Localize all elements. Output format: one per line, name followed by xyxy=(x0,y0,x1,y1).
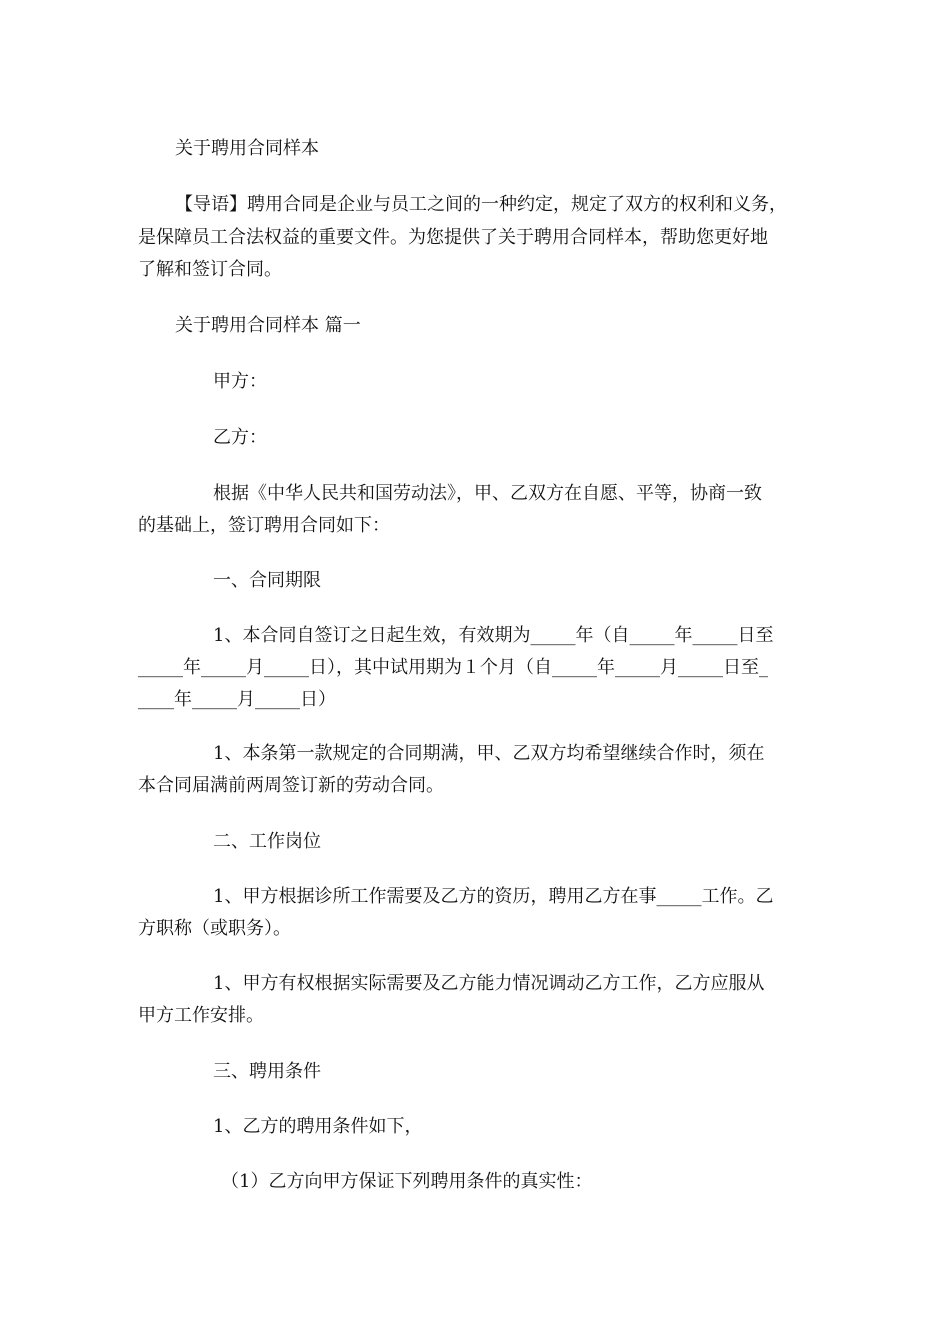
clause-2-item-1-line-1: 1、甲方根据诊所工作需要及乙方的资历，聘用乙方在事_____工作。乙 xyxy=(213,886,774,907)
clause-1-item-2-line-2: 本合同届满前两周签订新的劳动合同。 xyxy=(138,775,444,796)
intro-line-3: 了解和签订合同。 xyxy=(138,259,282,280)
clause-1-item-1-line-2: _____年_____月_____日），其中试用期为１个月（自_____年_____月_____日至_ xyxy=(138,657,768,678)
document-title: 关于聘用合同样本 xyxy=(175,138,319,159)
intro-line-2: 是保障员工合法权益的重要文件。为您提供了关于聘用合同样本，帮助您更好地 xyxy=(138,227,768,248)
clause-1-title: 一、合同期限 xyxy=(213,570,321,591)
clause-2-item-1-line-2: 方职称（或职务）。 xyxy=(138,918,291,939)
clause-2-title: 二、工作岗位 xyxy=(213,831,321,852)
clause-1-item-1-line-3: ____年_____月_____日） xyxy=(138,689,336,710)
clause-2-item-2-line-1: 1、甲方有权根据实际需要及乙方能力情况调动乙方工作，乙方应服从 xyxy=(213,973,765,994)
party-b-label: 乙方： xyxy=(213,427,267,448)
preamble-line-1: 根据《中华人民共和国劳动法》，甲、乙双方在自愿、平等，协商一致 xyxy=(213,483,762,504)
clause-2-item-2-line-2: 甲方工作安排。 xyxy=(138,1005,264,1026)
party-a-label: 甲方： xyxy=(213,371,267,392)
clause-3-item-1: 1、乙方的聘用条件如下， xyxy=(213,1116,423,1137)
clause-3-sub-item-1: （1）乙方向甲方保证下列聘用条件的真实性： xyxy=(221,1171,593,1192)
clause-3-title: 三、聘用条件 xyxy=(213,1061,321,1082)
preamble-line-2: 的基础上，签订聘用合同如下： xyxy=(138,515,390,536)
clause-1-item-1-line-1: 1、本合同自签订之日起生效，有效期为_____年（自_____年_____日至 xyxy=(213,625,774,646)
clause-1-item-2-line-1: 1、本条第一款规定的合同期满，甲、乙双方均希望继续合作时，须在 xyxy=(213,743,765,764)
intro-line-1: 【导语】聘用合同是企业与员工之间的一种约定，规定了双方的权利和义务， xyxy=(175,194,787,215)
section-heading: 关于聘用合同样本 篇一 xyxy=(175,315,361,336)
